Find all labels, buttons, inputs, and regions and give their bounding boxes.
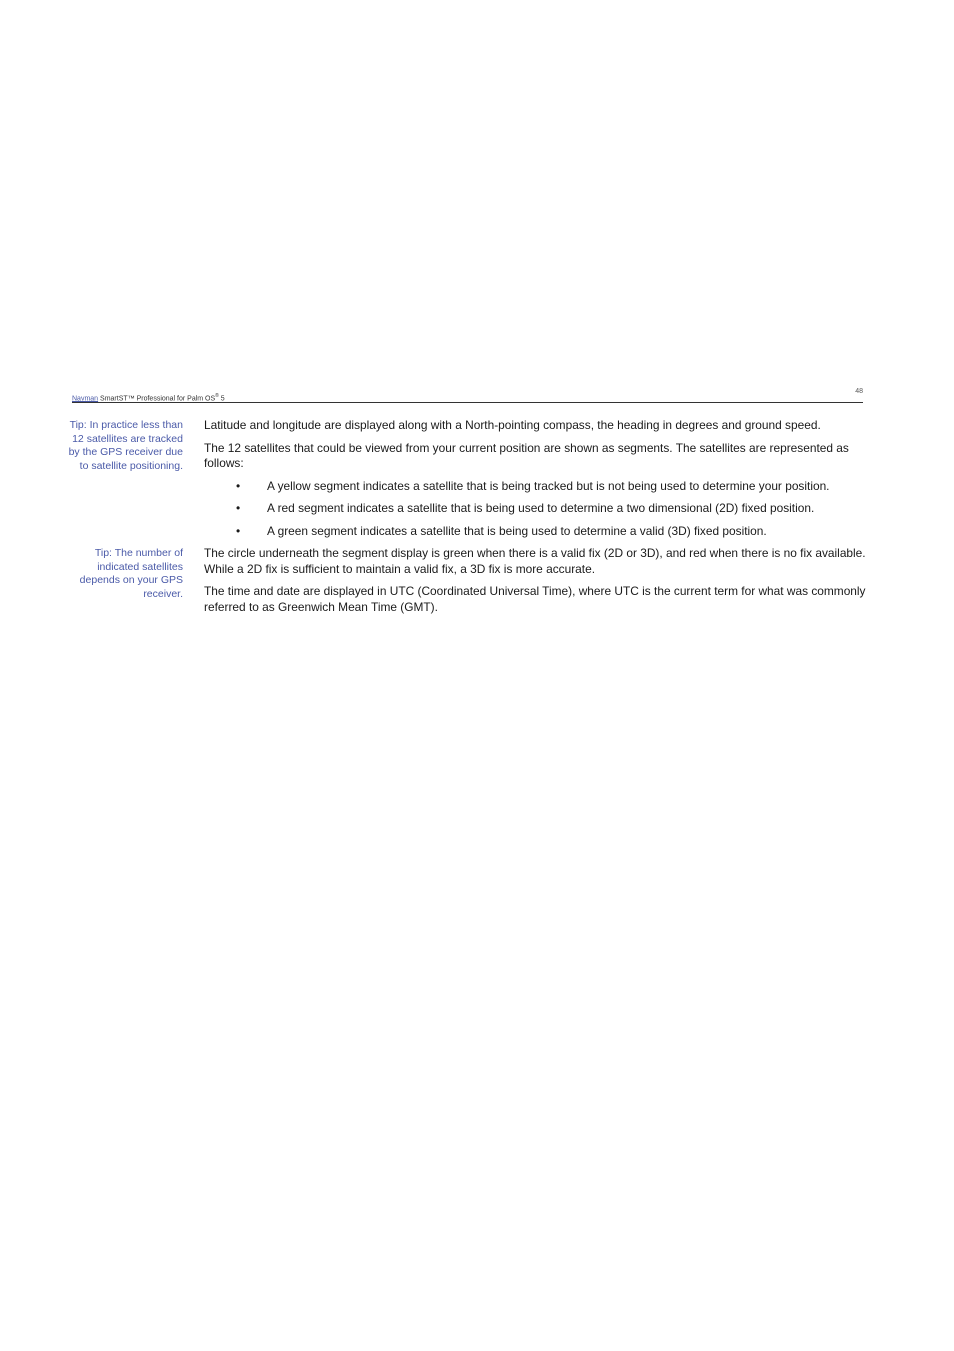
paragraph-latitude-longitude: Latitude and longitude are displayed along with a North-pointing compass, the heading in degrees and ground speed. bbox=[204, 418, 821, 432]
header-title bbox=[72, 393, 225, 402]
paragraph-satellites-intro: The 12 satellites that could be viewed from your current position are shown as segments. The satellites are represented as follows: bbox=[204, 440, 849, 470]
page-header bbox=[72, 388, 863, 403]
bullet-icon: • bbox=[236, 523, 241, 538]
list-item-red-segment bbox=[204, 501, 866, 517]
list-item-yellow-segment bbox=[204, 479, 866, 495]
registered-mark: ® bbox=[215, 392, 219, 399]
header-title-suffix: 5 bbox=[218, 395, 225, 402]
sidebar-tip-satellite-count: Tip: The number of indicated satellites depends on your GPS receiver. bbox=[79, 547, 183, 600]
satellite-segment-list bbox=[204, 479, 866, 540]
bullet-icon: • bbox=[236, 501, 241, 515]
paragraph-utc-time: The time and date are displayed in UTC (Coordinated Universal Time), where UTC is the current term for what was commonly referred to as Greenwich Mean Time (GMT). bbox=[204, 584, 866, 614]
header-title-prefix: SmartST™ Professional for Palm OS bbox=[98, 395, 216, 402]
brand-link[interactable]: Navman bbox=[72, 395, 99, 402]
list-item-text: A red segment indicates a satellite that is being used to determine a two dimensional (2D) fixed position. bbox=[267, 501, 815, 515]
bullet-icon: • bbox=[236, 478, 241, 493]
page-number: 48 bbox=[855, 388, 863, 395]
list-item-green-segment bbox=[204, 524, 866, 540]
sidebar-tip-satellites-tracked: Tip: In practice less than 12 satellites are tracked by the GPS receiver due to satellite positioning. bbox=[68, 419, 183, 472]
main-content bbox=[204, 418, 866, 622]
paragraph-fix-circle: The circle underneath the segment display is green when there is a valid fix (2D or 3D), and red when there is no fix available. While a 2D fix is sufficient to maintain a valid fix, a 3D fix is more accurate. bbox=[204, 546, 866, 576]
list-item-text: A yellow segment indicates a satellite that is being tracked but is not being used to determine your position. bbox=[267, 478, 830, 493]
list-item-text: A green segment indicates a satellite that is being used to determine a valid (3D) fixed position. bbox=[267, 523, 767, 538]
